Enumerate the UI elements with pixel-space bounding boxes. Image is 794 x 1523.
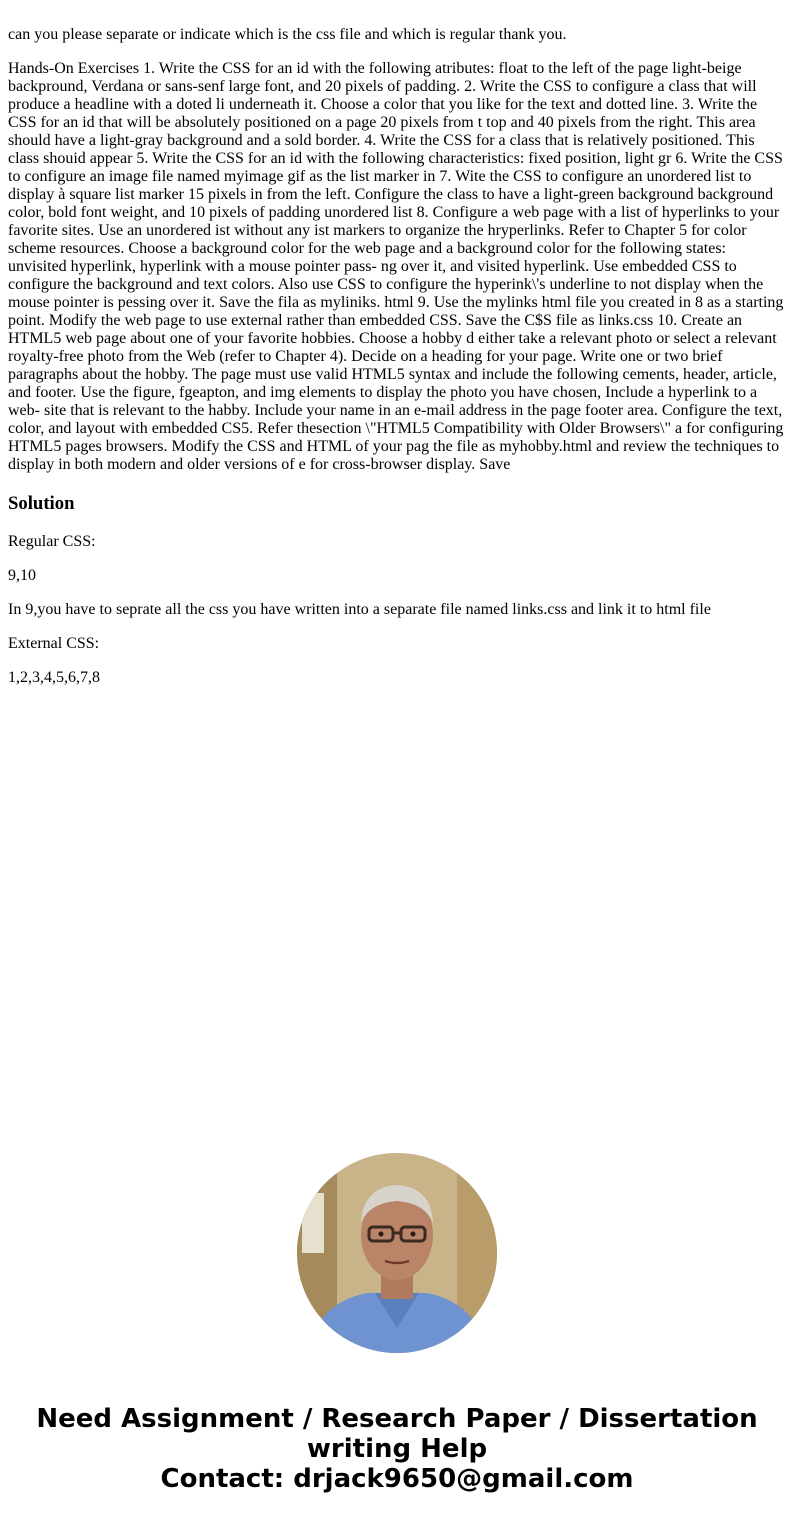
external-css-items: 1,2,3,4,5,6,7,8 [8, 669, 100, 686]
question-intro: can you please separate or indicate which is the css file and which is regular thank you. [8, 26, 567, 43]
promo-banner [0, 1404, 794, 1494]
solution-note: In 9,you have to seprate all the css you have written into a separate file named links.css and link it to html file [8, 601, 711, 618]
regular-css-items: 9,10 [8, 567, 36, 584]
promo-line-1: Need Assignment / Research Paper / Dissertation [36, 1404, 758, 1434]
question-body: Hands-On Exercises 1. Write the CSS for an id with the following atributes: float to the left of the page light-beige backpround, Verdana or sans-senf large font, and 20 pixels of padding. 2. Write the CSS to configure a class that will produce a headline with a doted li underneath it. Choose a color that you like for the text and dotted line. 3. Write the CSS for an id that will be absolutely positioned on a page 20 pixels from t top and 40 pixels from the right. This area should have a light-gray background and a sold border. 4. Write the CSS for a class that is relatively positioned. This class shouid appear 5. Write the CSS for an id with the following characteristics: fixed position, light gr 6. Write the CSS to configure an image file named myimage gif as the list marker in 7. Wite the CSS to configure an unordered list to display à square list marker 15 pixels in from the left. Configure the class to have a light-green background background color, bold font weight, and 10 pixels of padding unordered list 8. Configure a web page with a list of hyperlinks to your favorite sites. Use an unordered ist without any ist markers to organize the hryperlinks. Refer to Chapter 5 for color scheme resources. Choose a background color for the web page and a background color for the following states: unvisited hyperlink, hyperlink with a mouse pointer pass- ng over it, and visited hyperlink. Use embedded CSS to configure the background and text colors. Also use CSS to configure the hyperink\'s underline to not display when the mouse pointer is pessing over it. Save the fila as myliniks. html 9. Use the mylinks html file you created in 8 as a starting point. Modify the web page to use external rather than embedded CSS. Save the C$S file as links.css 10. Create an HTML5 web page about one of your favorite hobbies. Choose a hobby d either take a relevant photo or select a relevant royalty-free photo from the Web (refer to Chapter 4). Decide on a heading for your page. Write one or two brief paragraphs about the hobby. The page must use valid HTML5 syntax and include the following cements, header, article, and footer. Use the figure, fgeapton, and img elements to display the photo you have chosen, Include a hyperlink to a web- site that is relevant to the habby. Include your name in an e-mail address in the page footer area. Configure the text, color, and layout with embedded CS5. Refer thesection \"HTML5 Compatibility with Older Browsers\" a for configuring HTML5 pages browsers. Modify the CSS and HTML of your pag the file as myhobby.html and review the techniques to display in both modern and older versions of e for cross-browser display. Save [8, 60, 784, 473]
regular-css-label: Regular CSS: [8, 533, 96, 550]
person-photo-icon [297, 1153, 497, 1353]
external-css-label: External CSS: [8, 635, 100, 652]
promo-line-2: writing Help [306, 1434, 488, 1464]
document-content [8, 0, 786, 703]
avatar [297, 1153, 497, 1353]
solution-heading: Solution [8, 493, 75, 514]
promo-contact: Contact: drjack9650@gmail.com [160, 1464, 634, 1494]
